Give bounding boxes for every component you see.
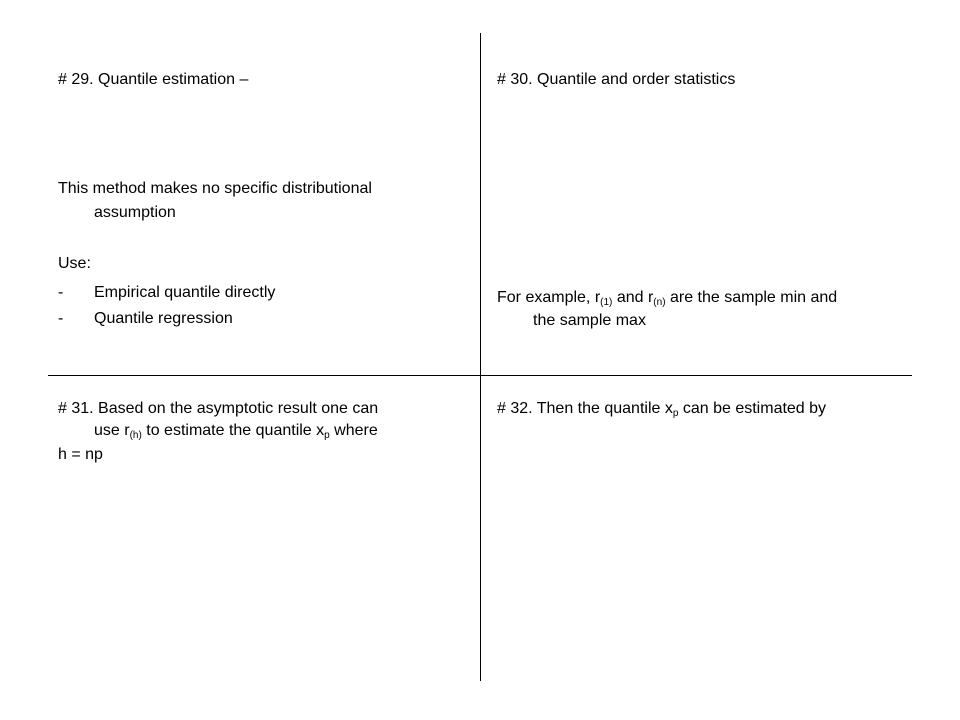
q30-example-line2: the sample max xyxy=(533,312,646,329)
vertical-divider xyxy=(480,33,481,681)
q31-line2-mid: to estimate the quantile x xyxy=(141,422,325,439)
q30-title: # 30. Quantile and order statistics xyxy=(497,71,736,88)
horizontal-divider xyxy=(48,375,912,376)
q32-prefix: # 32. Then the quantile x xyxy=(497,400,673,417)
q29-bullet-item xyxy=(58,283,275,303)
q29-title: # 29. Quantile estimation – xyxy=(58,71,249,88)
q29-description-line1: This method makes no specific distributional xyxy=(58,180,372,197)
q31-line2-sub2: p xyxy=(324,430,330,441)
q31-text xyxy=(58,399,378,465)
q30-example-sub1: (1) xyxy=(600,297,613,308)
bullet-marker: - xyxy=(58,284,64,301)
q31-line2 xyxy=(58,421,378,441)
bullet-text: Empirical quantile directly xyxy=(94,284,276,301)
bullet-text: Quantile regression xyxy=(94,310,233,327)
q29-bullet-item xyxy=(58,309,275,329)
q29-bullet-list xyxy=(58,283,275,329)
q32-suffix: can be estimated by xyxy=(678,400,827,417)
q30-example xyxy=(497,288,837,331)
q29-use-label: Use: xyxy=(58,255,91,272)
bullet-marker: - xyxy=(58,310,64,327)
q30-example-mid: and r xyxy=(612,289,654,306)
q29-description xyxy=(58,179,372,223)
q30-example-sub2: (n) xyxy=(653,297,666,308)
q32-text xyxy=(497,399,826,419)
q29-description-line2: assumption xyxy=(94,204,176,221)
q31-line2-sub: (h) xyxy=(129,430,142,441)
q30-example-line1 xyxy=(497,288,837,308)
q31-line1: # 31. Based on the asymptotic result one can xyxy=(58,400,379,417)
q30-example-prefix: For example, r xyxy=(497,289,601,306)
q31-formula: h = np xyxy=(58,446,103,463)
q32-sub: p xyxy=(672,408,679,419)
q31-line2-prefix: use r xyxy=(94,422,130,439)
q31-line2-suffix: where xyxy=(329,422,378,439)
q30-example-suffix: are the sample min and xyxy=(665,289,838,306)
